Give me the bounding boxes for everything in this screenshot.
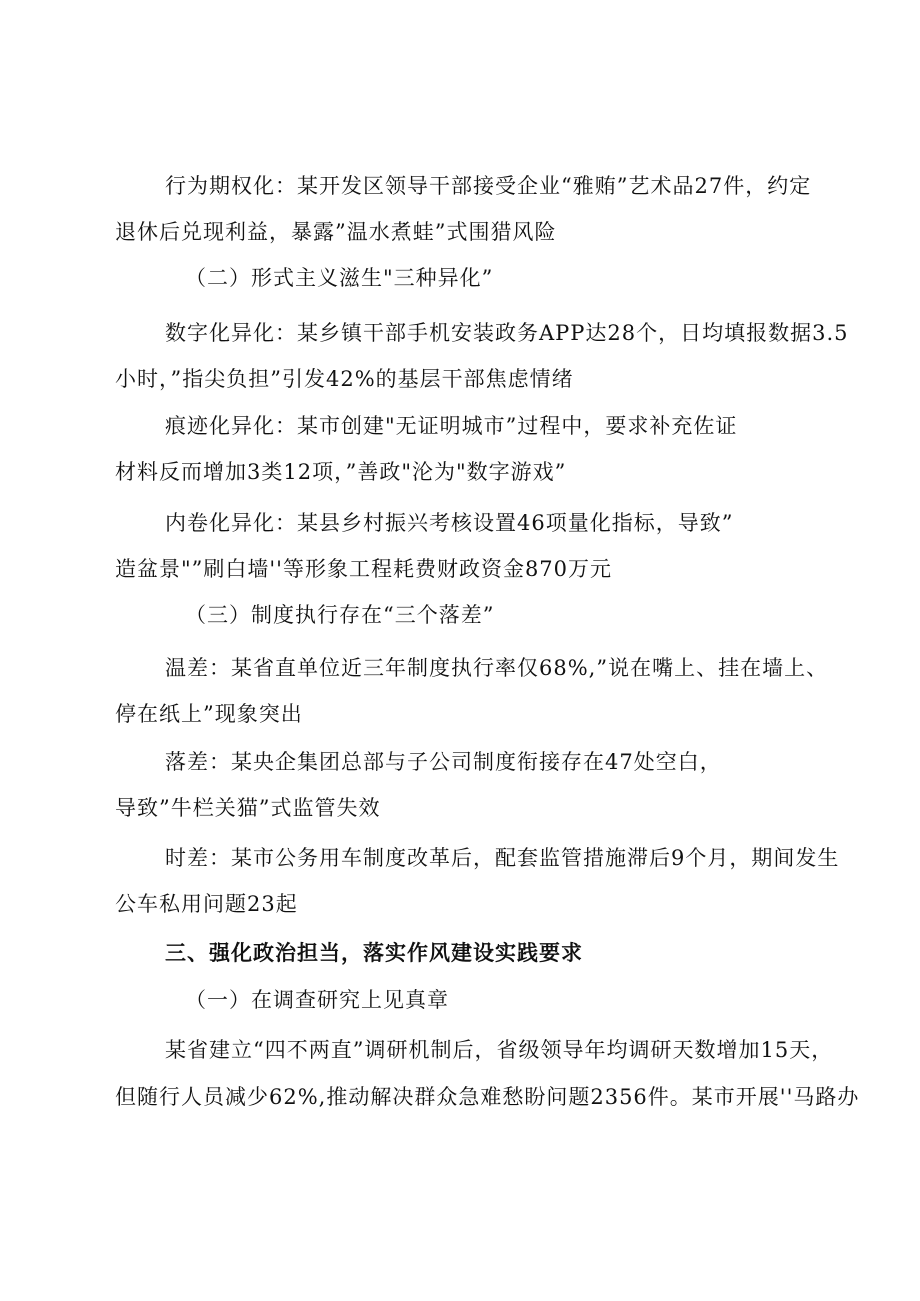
paragraph-line-3: 数字化异化：某乡镇干部手机安装政务APP达28个，日均填报数据3.5 (165, 321, 849, 345)
paragraph-line-9: 温差：某省直单位近三年制度执行率仅68%,”说在嘴上、挂在墙上、 (165, 656, 829, 680)
subheading-form-alienation: （二）形式主义滋生"三种异化” (185, 266, 494, 290)
paragraph-line-6: 材料反而增加3类12项，”善政"沦为"数字游戏” (115, 460, 567, 484)
paragraph-line-15: 某省建立“四不两直”调研机制后，省级领导年均调研天数增加15天， (165, 1038, 834, 1062)
paragraph-line-8: 造盆景"”刷白墙''等形象工程耗费财政资金870万元 (115, 557, 613, 581)
paragraph-line-14: 公车私用问题23起 (115, 892, 298, 916)
paragraph-line-4: 小时，”指尖负担”引发42%的基层干部焦虑情绪 (115, 367, 574, 391)
subheading-three-gaps: （三）制度执行存在“三个落差” (185, 603, 495, 627)
paragraph-line-7: 内卷化异化：某县乡村振兴考核设置46项量化指标，导致” (165, 511, 734, 535)
paragraph-line-5: 痕迹化异化：某市创建"无证明城市”过程中，要求补充佐证 (165, 414, 738, 438)
paragraph-line-12: 导致”牛栏关猫”式监管失效 (115, 796, 381, 820)
paragraph-line-16: 但随行人员减少62%,推动解决群众急难愁盼问题2356件。某市开展''马路办 (115, 1085, 860, 1109)
subheading-investigation: （一）在调查研究上见真章 (185, 988, 449, 1012)
paragraph-line-13: 时差：某市公务用车制度改革后，配套监管措施滞后9个月，期间发生 (165, 846, 840, 870)
section-heading-three: 三、强化政治担当，落实作风建设实践要求 (165, 941, 583, 965)
paragraph-line-10: 停在纸上”现象突出 (115, 702, 303, 726)
paragraph-line-1: 行为期权化：某开发区领导干部接受企业“雅贿”艺术品27件，约定 (165, 174, 812, 198)
paragraph-line-2: 退休后兑现利益，暴露”温水煮蛙”式围猎风险 (115, 220, 557, 244)
paragraph-line-11: 落差：某央企集团总部与子公司制度衔接存在47处空白， (165, 750, 722, 774)
